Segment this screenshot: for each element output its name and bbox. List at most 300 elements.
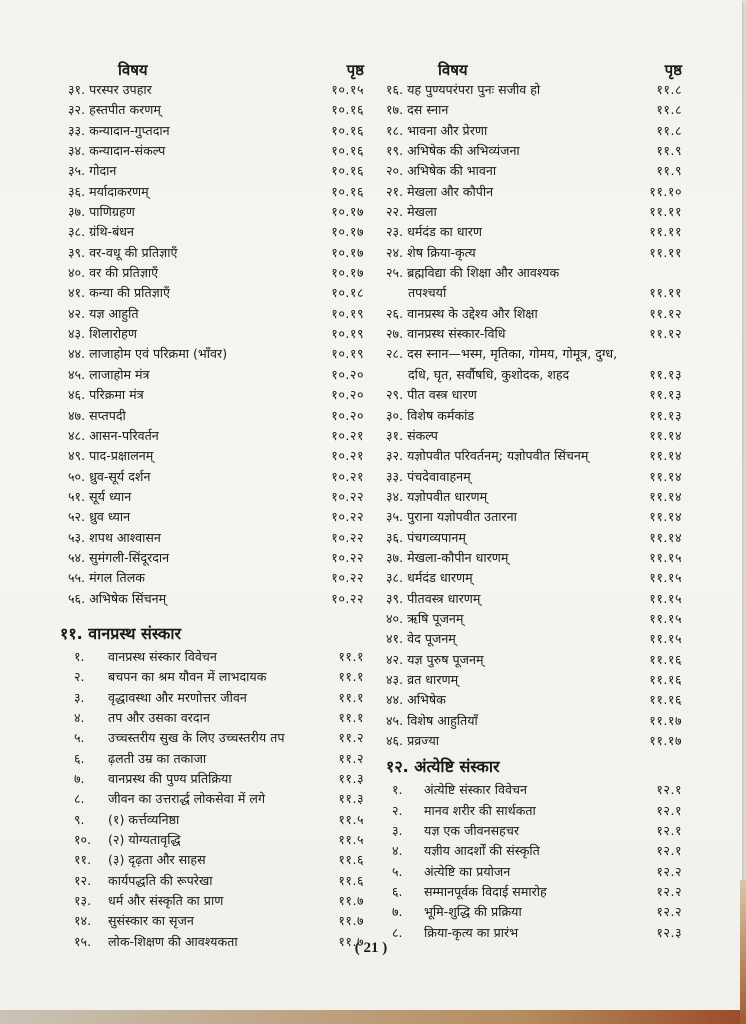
entry-number: ११.	[74, 852, 92, 868]
toc-entry	[386, 780, 682, 800]
entry-number: ६.	[392, 884, 403, 900]
entry-page: १०.२२	[331, 529, 364, 545]
entry-number: ३.	[392, 823, 403, 839]
entry-title: वृद्धावस्था और मरणोत्तर जीवन	[108, 689, 247, 705]
entry-number: २९.	[386, 387, 404, 403]
entry-title: पुराना यज्ञोपवीत उतारना	[407, 509, 517, 525]
entry-title: सुसंस्कार का सृजन	[108, 913, 194, 929]
entry-page: १२.१	[656, 782, 682, 798]
entry-page: ११.१०	[649, 183, 682, 199]
entry-number: २३.	[386, 224, 404, 240]
entry-number: ५.	[74, 730, 85, 746]
entry-number: ४९.	[68, 448, 86, 464]
entry-title: वानप्रस्थ की पुण्य प्रतिक्रिया	[108, 771, 232, 786]
entry-number: २१.	[386, 183, 404, 199]
entry-title-continued: तपश्चर्या	[408, 285, 447, 301]
entry-title: पंचदेवावाहनम्	[407, 468, 471, 484]
entry-page: ११.५	[338, 811, 364, 827]
toc-entry	[386, 80, 682, 100]
entry-page: १०.२१	[331, 427, 364, 443]
column-header	[386, 58, 682, 80]
entry-number: ३७.	[68, 204, 86, 220]
entry-number: २२.	[386, 204, 404, 220]
entry-page: ११.१५	[649, 590, 682, 606]
entry-title: यह पुण्यपरंपरा पुनः सजीव हो	[407, 82, 541, 97]
entry-page: ११.१३	[649, 407, 682, 423]
entry-number: ८.	[392, 924, 403, 940]
entry-title: गोदान	[89, 163, 117, 179]
entry-page: ११.८	[656, 122, 682, 138]
entry-title: कार्यपद्धति की रूपरेखा	[108, 872, 213, 888]
entry-title: अभिषेक सिंचनम्	[89, 590, 167, 606]
toc-entry	[68, 548, 364, 568]
toc-entry	[68, 243, 364, 263]
entry-page: ११.११	[649, 224, 682, 240]
toc-entry-continuation	[386, 365, 682, 385]
toc-entry	[386, 182, 682, 202]
entry-page: ११.१५	[649, 549, 682, 565]
entry-title: यज्ञोपवीत परिवर्तनम्; यज्ञोपवीत सिंचनम्	[407, 448, 589, 464]
toc-entry	[386, 670, 682, 690]
entry-page: १०.१९	[331, 305, 364, 321]
entry-page: १०.१६	[331, 102, 364, 118]
toc-entry	[68, 182, 364, 202]
entry-title: व्रत धारणम्	[407, 671, 459, 687]
entry-title: यज्ञ आहुति	[89, 305, 139, 321]
entry-page: १०.१९	[331, 346, 364, 362]
toc-entry	[68, 568, 364, 588]
entry-title-continued: दधि, घृत, सर्वौषधि, कुशोदक, शहद	[408, 366, 570, 382]
entry-title: ऋषि पूजनम्	[407, 610, 464, 626]
toc-entry	[386, 841, 682, 861]
entry-page: १०.२२	[331, 488, 364, 504]
toc-entry	[68, 589, 364, 609]
entry-title: मेखला-कौपीन धारणम्	[407, 549, 509, 565]
entry-title: ग्रंथि-बंधन	[89, 224, 135, 240]
entry-number: ३४.	[386, 488, 404, 504]
entry-number: ४१.	[386, 631, 404, 647]
entry-title: वर-वधू की प्रतिज्ञाएँ	[89, 244, 178, 260]
entry-number: १९.	[386, 143, 404, 159]
entry-page: १०.१६	[331, 183, 364, 199]
entry-number: १३.	[74, 893, 92, 909]
entry-page: ११.१५	[649, 610, 682, 626]
entry-number: ३४.	[68, 143, 86, 159]
entry-number: ५५.	[68, 570, 86, 586]
entry-title: मेखला	[407, 204, 437, 220]
toc-entry	[386, 385, 682, 405]
toc-entry	[68, 263, 364, 283]
page-heading: पृष्ठ	[664, 61, 682, 79]
entry-page: १०.२२	[331, 509, 364, 525]
entry-number: ४६.	[68, 387, 86, 403]
entry-page: ११.७	[338, 893, 364, 909]
toc-entry	[386, 263, 682, 283]
entry-page: ११.२	[338, 730, 364, 746]
entry-page: १०.१७	[331, 244, 364, 260]
entry-page: १०.१८	[331, 285, 364, 301]
entry-title: सप्तपदी	[89, 407, 126, 423]
toc-entry	[68, 667, 364, 687]
toc-entry	[386, 731, 682, 751]
toc-entry	[68, 708, 364, 728]
entry-page: १०.२२	[331, 549, 364, 565]
entry-title: ध्रुव ध्यान	[89, 509, 131, 525]
entry-number: ४१.	[68, 285, 86, 301]
entry-page: १२.१	[656, 843, 682, 859]
entry-number: ४४.	[68, 346, 86, 362]
entry-page: १०.१७	[331, 204, 364, 220]
entry-page: ११.१५	[649, 570, 682, 586]
entry-number: ५६.	[68, 590, 86, 606]
entry-page: १०.१७	[331, 265, 364, 281]
entry-page: १०.२२	[331, 570, 364, 586]
toc-entry	[68, 121, 364, 141]
entry-title: परिक्रमा मंत्र	[89, 387, 144, 403]
toc-entry	[68, 810, 364, 830]
toc-entry	[68, 911, 364, 931]
entry-title: भूमि-शुद्धि की प्रक्रिया	[424, 904, 522, 920]
entry-page: ११.६	[338, 872, 364, 888]
toc-entry	[386, 821, 682, 841]
page-edge-background	[740, 880, 746, 1024]
entry-number: ३३.	[68, 122, 86, 138]
entry-title: लाजाहोम मंत्र	[89, 366, 150, 382]
entry-number: १.	[392, 782, 403, 798]
entry-title: अभिषेक	[407, 692, 446, 708]
entry-page: ११.१६	[649, 671, 682, 687]
entry-title: पीतवस्त्र धारणम्	[407, 590, 481, 606]
toc-entry	[386, 121, 682, 141]
entry-page: ११.१४	[649, 468, 682, 484]
entry-title: ध्रुव-सूर्य दर्शन	[89, 468, 151, 484]
toc-entry	[68, 446, 364, 466]
entry-title: ब्रह्मविद्या की शिक्षा और आवश्यक	[407, 265, 560, 281]
entry-number: ७.	[74, 771, 85, 786]
entry-page: ११.१२	[649, 305, 682, 321]
toc-entry	[386, 100, 682, 120]
section-title-antyeshti: १२. अंत्येष्टि संस्कार	[386, 757, 500, 777]
entry-number: २०.	[386, 163, 404, 179]
entry-title: विशेष आहुतियाँ	[407, 712, 478, 728]
entry-title: (३) दृढ़ता और साहस	[108, 852, 206, 868]
entry-number: ३२.	[386, 448, 404, 464]
entry-number: ३८.	[386, 570, 404, 586]
entry-title: शपथ आश्वासन	[89, 529, 161, 545]
entry-title: वर की प्रतिज्ञाएँ	[89, 265, 159, 281]
entry-page: ११.३	[338, 771, 364, 786]
vanprastha-items-list	[68, 647, 364, 952]
entry-page: ११.१४	[649, 488, 682, 504]
entry-page: ११.९	[656, 143, 682, 159]
toc-entry	[68, 850, 364, 870]
entry-page: ११.१	[338, 669, 364, 685]
entry-number: १७.	[386, 102, 404, 118]
entry-number: ५४.	[68, 549, 86, 565]
toc-entry	[68, 100, 364, 120]
entry-title: वेद पूजनम्	[407, 631, 456, 647]
entry-page: ११.१७	[649, 733, 682, 748]
entry-number: ४.	[392, 843, 403, 859]
entry-page: १०.१५	[331, 82, 364, 97]
entry-title: अंत्येष्टि का प्रयोजन	[424, 863, 511, 879]
entry-page: ११.१४	[649, 509, 682, 525]
entry-number: १०.	[74, 832, 92, 848]
entry-title: शिलारोहण	[89, 326, 137, 342]
entry-number: १.	[74, 648, 85, 664]
entry-page: १०.१७	[331, 224, 364, 240]
entry-title: वानप्रस्थ के उद्देश्य और शिक्षा	[407, 305, 538, 321]
entry-page: ११.१३	[649, 366, 682, 382]
page-number: ( 21 )	[354, 940, 388, 956]
subject-heading: विषय	[438, 61, 468, 79]
entry-number: ४३.	[386, 671, 404, 687]
entry-number: ३७.	[386, 549, 404, 565]
entry-title: सम्मानपूर्वक विदाई समारोह	[424, 884, 547, 900]
toc-entry	[386, 650, 682, 670]
entry-page: ११.१३	[649, 387, 682, 403]
entry-title: कन्यादान-संकल्प	[89, 143, 166, 159]
entry-page: १०.२०	[331, 387, 364, 403]
entry-title: हस्तपीत करणम्	[89, 102, 161, 118]
entry-page: ११.९	[656, 163, 682, 179]
toc-entry	[68, 406, 364, 426]
toc-entry	[68, 141, 364, 161]
entry-page: ११.२	[338, 750, 364, 766]
page-edge-background	[0, 1010, 746, 1024]
entry-number: ३१.	[386, 427, 404, 443]
toc-entry	[386, 568, 682, 588]
toc-entry	[386, 304, 682, 324]
entry-title: धर्म और संस्कृति का प्राण	[108, 893, 224, 909]
toc-entry	[68, 688, 364, 708]
entry-title: सूर्य ध्यान	[89, 488, 132, 504]
toc-entry	[386, 609, 682, 629]
toc-entry	[386, 711, 682, 731]
entry-page: ११.८	[656, 102, 682, 118]
entry-number: ५२.	[68, 509, 86, 525]
entry-number: ५०.	[68, 468, 86, 484]
entry-title: पंचगव्यपानम्	[407, 529, 466, 545]
entry-title: ढ़लती उम्र का तकाजा	[108, 750, 207, 766]
entry-title: क्रिया-कृत्य का प्रारंभ	[424, 924, 519, 940]
entry-number: ३३.	[386, 468, 404, 484]
entry-page: १२.१	[656, 802, 682, 818]
toc-entry	[386, 446, 682, 466]
toc-entry	[386, 528, 682, 548]
entry-title: यज्ञ एक जीवनसहचर	[424, 823, 519, 839]
entry-number: २६.	[386, 305, 404, 321]
entry-title: अंत्येष्टि संस्कार विवेचन	[424, 782, 527, 798]
entry-number: ८.	[74, 791, 85, 807]
toc-entry	[386, 629, 682, 649]
entry-page: ११.३	[338, 791, 364, 807]
antyeshti-items-list	[386, 780, 682, 943]
entry-number: ९.	[74, 811, 85, 827]
toc-entry	[68, 487, 364, 507]
toc-entry	[68, 728, 364, 748]
toc-entry	[386, 862, 682, 882]
entry-page: ११.१	[338, 689, 364, 705]
entry-title: विशेष कर्मकांड	[407, 407, 475, 423]
entry-title: अभिषेक की भावना	[407, 163, 497, 179]
toc-entry	[68, 830, 364, 850]
entry-page: १०.१९	[331, 326, 364, 342]
entry-number: २८.	[386, 346, 404, 362]
entry-title: वानप्रस्थ संस्कार विवेचन	[108, 648, 217, 664]
entry-number: ५१.	[68, 488, 86, 504]
entry-number: ३८.	[68, 224, 86, 240]
left-items-list	[68, 80, 364, 609]
entry-page: ११.१	[338, 709, 364, 725]
entry-number: ४२.	[68, 305, 86, 321]
right-column	[386, 58, 682, 943]
entry-number: २४.	[386, 244, 404, 260]
entry-title: मर्यादाकरणम्	[89, 183, 149, 199]
entry-number: २.	[392, 802, 403, 818]
entry-title: कन्या की प्रतिज्ञाएँ	[89, 285, 170, 301]
entry-page: १०.२०	[331, 366, 364, 382]
entry-title: शेष क्रिया-कृत्य	[407, 244, 476, 260]
entry-page: ११.७	[338, 913, 364, 929]
entry-number: ३२.	[68, 102, 86, 118]
entry-title: पाणिग्रहण	[89, 204, 135, 220]
toc-entry	[386, 243, 682, 263]
toc-entry	[386, 690, 682, 710]
toc-entry	[386, 161, 682, 181]
entry-title: लाजाहोम एवं परिक्रमा (भाँवर)	[89, 346, 228, 362]
toc-entry	[386, 426, 682, 446]
entry-number: ३१.	[68, 82, 86, 97]
entry-title: यज्ञीय आदर्शों की संस्कृति	[424, 843, 540, 859]
toc-entry	[68, 871, 364, 891]
toc-entry	[68, 647, 364, 667]
toc-entry	[386, 902, 682, 922]
subject-heading: विषय	[118, 61, 148, 79]
toc-entry	[68, 426, 364, 446]
entry-title: प्रव्रज्या	[407, 733, 440, 748]
entry-page: ११.६	[338, 852, 364, 868]
toc-entry	[386, 801, 682, 821]
entry-page: १०.२१	[331, 448, 364, 464]
entry-number: २५.	[386, 265, 404, 281]
entry-title: वानप्रस्थ संस्कार-विधि	[407, 326, 506, 342]
entry-page: ११.१४	[649, 448, 682, 464]
entry-title: धर्मदंड का धारण	[407, 224, 483, 240]
entry-title: सुमंगली-सिंदूरदान	[89, 549, 170, 565]
entry-page: ११.११	[649, 285, 682, 301]
entry-title: मंगल तिलक	[89, 570, 145, 586]
entry-number: ४३.	[68, 326, 86, 342]
entry-title: दस स्नान—भस्म, मृतिका, गोमय, गोमूत्र, दुग्ध,	[407, 346, 618, 362]
column-header	[68, 58, 364, 80]
right-items-list	[386, 80, 682, 751]
toc-entry	[386, 406, 682, 426]
entry-page: ११.११	[649, 244, 682, 260]
entry-page: १०.१६	[331, 122, 364, 138]
entry-title: कन्यादान-गुप्तदान	[89, 122, 170, 138]
entry-page: ११.१६	[649, 692, 682, 708]
entry-page: १०.१६	[331, 143, 364, 159]
toc-entry	[386, 202, 682, 222]
entry-number: ३५.	[386, 509, 404, 525]
entry-page: १०.२२	[331, 590, 364, 606]
toc-entry	[68, 80, 364, 100]
toc-entry	[68, 222, 364, 242]
toc-entry	[386, 589, 682, 609]
entry-title: यज्ञोपवीत धारणम्	[407, 488, 488, 504]
entry-number: ४२.	[386, 651, 404, 667]
toc-entry	[68, 365, 364, 385]
entry-number: ६.	[74, 750, 85, 766]
entry-number: ५३.	[68, 529, 86, 545]
entry-page: १०.२१	[331, 468, 364, 484]
toc-entry	[68, 283, 364, 303]
left-column	[60, 58, 364, 952]
entry-number: २.	[74, 669, 85, 685]
entry-page: ११.१७	[649, 712, 682, 728]
toc-entry	[386, 467, 682, 487]
toc-entry	[68, 789, 364, 809]
entry-title: अभिषेक की अभिव्यंजना	[407, 143, 520, 159]
entry-title: (२) योग्यतावृद्धि	[108, 832, 181, 848]
entry-number: १५.	[74, 933, 92, 949]
toc-entry	[68, 161, 364, 181]
toc-entry	[68, 507, 364, 527]
entry-page: ११.८	[656, 82, 682, 97]
entry-page: १२.३	[656, 924, 682, 940]
entry-number: ४५.	[386, 712, 404, 728]
entry-number: ४८.	[68, 427, 86, 443]
entry-page: ११.७	[338, 933, 364, 949]
entry-page: ११.१	[338, 648, 364, 664]
entry-title: परस्पर उपहार	[89, 82, 152, 97]
entry-title: मेखला और कौपीन	[407, 183, 494, 199]
toc-entry	[386, 222, 682, 242]
entry-title: बचपन का श्रम यौवन में लाभदायक	[108, 669, 267, 685]
entry-title: आसन-परिवर्तन	[89, 427, 159, 443]
toc-entry	[68, 769, 364, 789]
entry-page: १०.१६	[331, 163, 364, 179]
entry-title: पाद-प्रक्षालनम्	[89, 448, 154, 464]
entry-number: २७.	[386, 326, 404, 342]
entry-number: ४.	[74, 709, 85, 725]
entry-number: ४४.	[386, 692, 404, 708]
entry-page: १२.२	[656, 904, 682, 920]
entry-page: १२.१	[656, 823, 682, 839]
entry-page: ११.१४	[649, 427, 682, 443]
entry-number: ३९.	[68, 244, 86, 260]
toc-entry	[386, 507, 682, 527]
entry-page: ११.१६	[649, 651, 682, 667]
entry-page: १२.२	[656, 863, 682, 879]
entry-number: ४७.	[68, 407, 86, 423]
entry-number: १४.	[74, 913, 92, 929]
entry-number: १६.	[386, 82, 404, 97]
toc-entry	[386, 141, 682, 161]
toc-entry	[68, 344, 364, 364]
entry-title: पीत वस्त्र धारण	[407, 387, 477, 403]
entry-title: तप और उसका वरदान	[108, 709, 210, 725]
entry-page: ११.१४	[649, 529, 682, 545]
entry-number: ३६.	[386, 529, 404, 545]
toc-entry	[68, 528, 364, 548]
entry-number: ३.	[74, 689, 85, 705]
toc-entry	[68, 202, 364, 222]
toc-entry-continuation	[386, 283, 682, 303]
entry-number: ३०.	[386, 407, 404, 423]
section-title-vanprastha: ११. वानप्रस्थ संस्कार	[60, 623, 182, 643]
